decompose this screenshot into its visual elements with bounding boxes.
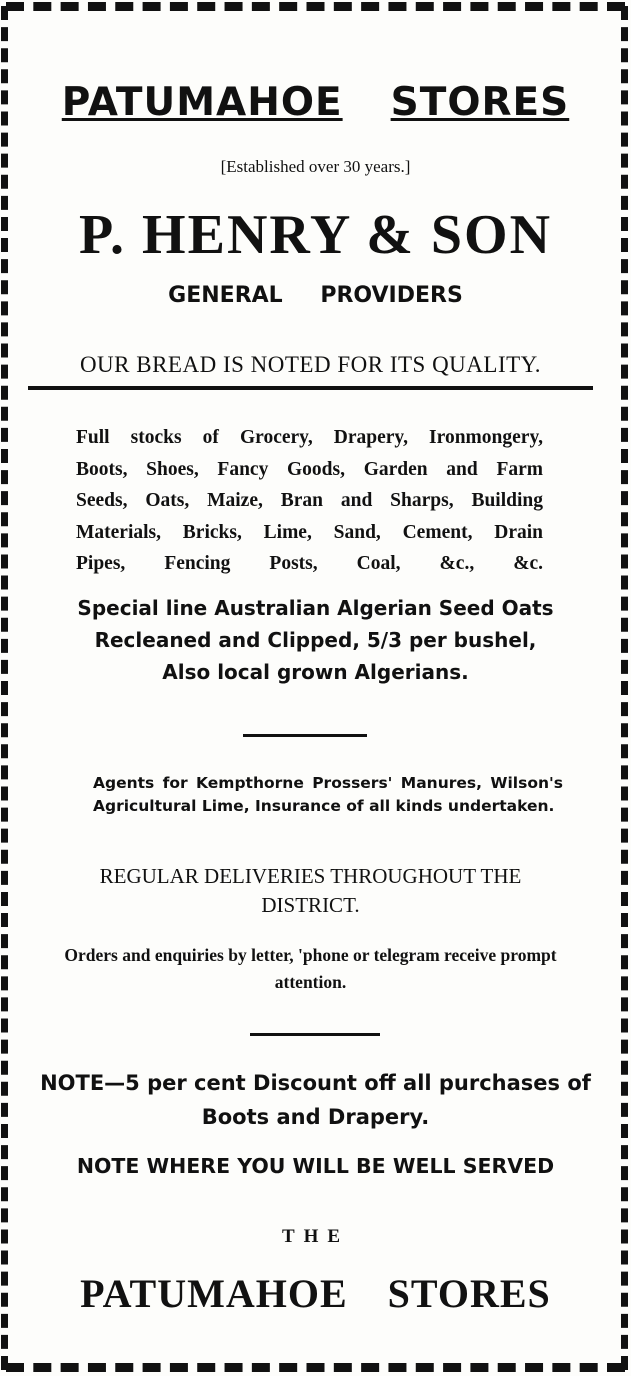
stock-line: Pipes, Fencing Posts, Coal, &c., &c. bbox=[76, 553, 543, 574]
store-name-word-1: PATUMAHOE bbox=[61, 80, 343, 125]
dashed-border-left bbox=[1, 6, 8, 1370]
special-offer bbox=[38, 592, 593, 688]
divider-rule bbox=[250, 1033, 380, 1036]
footer-word-1: PATUMAHOE bbox=[80, 1271, 348, 1316]
stock-line: Full stocks of Grocery, Drapery, Ironmongery, bbox=[76, 427, 543, 448]
stock-line: Materials, Bricks, Lime, Sand, Cement, Drain bbox=[76, 521, 543, 543]
orders-note: Orders and enquiries by letter, 'phone or telegram receive prompt attention. bbox=[64, 945, 557, 992]
advertisement bbox=[18, 0, 613, 1376]
proprietor-name: P. HENRY & SON bbox=[78, 204, 553, 266]
footer-word-2: STORES bbox=[387, 1271, 551, 1316]
divider-rule bbox=[243, 734, 367, 737]
store-name-heading bbox=[18, 80, 613, 125]
discount-note: NOTE—5 per cent Discount off all purchases of Boots and Drapery. bbox=[40, 1071, 591, 1129]
established-note: [Established over 30 years.] bbox=[220, 157, 411, 176]
footer-the: THE bbox=[281, 1226, 350, 1247]
bread-quality-note: OUR BREAD IS NOTED FOR ITS QUALITY. bbox=[28, 352, 593, 390]
dashed-border-right bbox=[621, 6, 628, 1370]
deliveries-note: REGULAR DELIVERIES THROUGHOUT THE DISTRICT. bbox=[99, 864, 522, 917]
special-line: Special line Australian Algerian Seed Oats bbox=[77, 596, 554, 620]
special-line: Also local grown Algerians. bbox=[162, 660, 469, 684]
stock-line: Seeds, Oats, Maize, Bran and Sharps, Building bbox=[76, 490, 543, 511]
agents-note: Agents for Kempthorne Prossers' Manures, Wilson's Agricultural Lime, Insurance of all kinds undertaken. bbox=[93, 774, 563, 815]
store-name-footer bbox=[18, 1270, 613, 1317]
special-line: Recleaned and Clipped, 5/3 per bushel, bbox=[94, 628, 537, 652]
store-name-word-2: STORES bbox=[390, 80, 570, 125]
stock-list bbox=[76, 422, 543, 580]
stock-line: Boots, Shoes, Fancy Goods, Garden and Farm bbox=[76, 458, 543, 480]
well-served-note: NOTE WHERE YOU WILL BE WELL SERVED bbox=[76, 1154, 555, 1178]
providers-subtitle: GENERAL PROVIDERS bbox=[168, 283, 463, 308]
